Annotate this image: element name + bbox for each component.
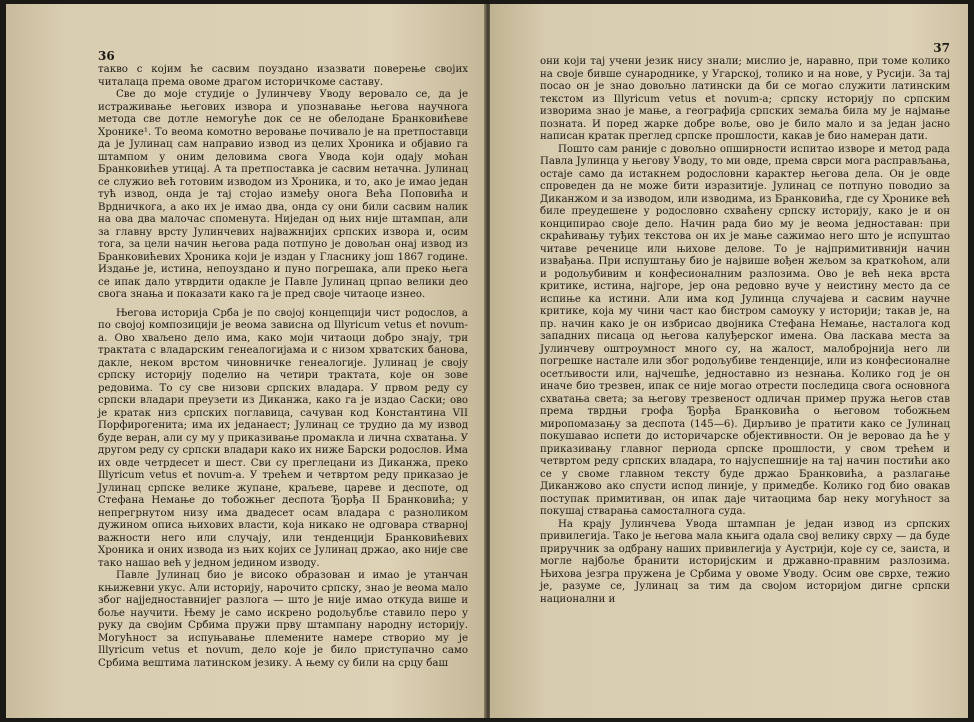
paragraph: Његова историја Срба је по својој концепцији чист родослов, а по својој композицији је веома зависна од Illyricum vetus et novum-а. Ово хваљено дело има, како моји читаоци добро знају, три трактата с владарским генеалогијама и с низом хрватских банова, дакле, неком врстом чиновничке генеалогије. Јулинац је своју српску историју поделио на четири трактата, које он зове редовима. То су све низови српских владара. У првом реду су српски владари преузети из Диканжа, како га је издао Саски; ово је кратак низ српских поглавица, сачуван код Константина VII Порфирогенита; има их једанаест; Јулинац се трудио да му извод буде веран, али су му у приказивање промакла и лична схватања. У другом реду су српски владари како их ниже Барски родослов. Има их овде четрдесет и шест. Сви су преглецани из Диканжа, преко Illyricum vetus et novum-а. У трећем и четвртом реду приказао је Јулинац српске велике жупане, краљеве, цареве и деспоте, од Стефана Немање до тобожњег деспота Ђорђа II Бранковића; у непрегрнутом низу има двадесет осам владара с разноликом дужином описа њихових власти, која никако не одговара стварној важности него или случају, или тенденцији Бранковићевих Хроника и оних извода из њих којих се Јулинац држао, ако није све тако нашао већ у једном једином изводу. [98, 307, 468, 569]
paragraph: такво с којим ће сасвим поуздано изазвати поверење својих читалаца према овоме драгом историчкоме саставу. [98, 64, 468, 88]
paragraph: Пошто сам раније с довољно опширности испитао изворе и метод рада Павла Јулинца у његову Уводу, то ми овде, према сврси мога расправљања, остаје само да истакнем родословни карактер његова дела. Он је овде спроведен да не може бити изразитије. Јулинац се потпуно поводио за Диканжом и за изводом, или изводима, из Бранковића, где су Хронике већ биле преудешене у родословно схваћену српску историју, како је и он конципирао своје дело. Начин рада био му је веома једноставан: при скраћивању туђих текстова он их је мање сажимао него што је испуштао читаве реченице или њихове делове. То је најпримитивнији начин извађања. При испуштању био је највише вођен жељом за краткоћом, али и родољубивим и конфесионалним разлозима. Ово је већ нека врста критике, истина, најгоре, јер она редовно вуче у неистину место да се испиње ка истини. Али има код Јулинца случајева и сасвим научне критике, која му чини част као бистром самоуку у историји; такав је, на пр. начин како је он избрисао двојника Стефана Немање, насталога код западних писаца од његова калуђерског имена. Ова ласкава места за Јулинчеву оштроумност много су, на жалост, малобројнија него ли погрешке настале или због родољубиве тенденције, или из конфесионалне осетљивости или, најчешће, једноставно из незнања. Колико год је он иначе био трезвен, ипак се није могао отрести последица свога основнога схватања света; за његову трезвеност одличан пример пружа његов став према тврдњи грофа Ђорђа Бранковића о његовом тобожњем миропомазању за деспота (145—6). Дирљиво је пратити како се Јулинац покушавао испети до историчарске објективности. Он је веровао да ће у приказивању главног периода српске прошлости, у свом трећем и четвртом реду српских владара, то најуспешније на тај начин постићи ако се у своме главном тексту буде држао Бранковића, а разлагање Диканжово ако спусти испод линије, у примедбе. Колико год био овакав поступак примитиван, он ипак даје читаоцима бар неку могућност за покушај стварања самосталнога суда. [540, 143, 950, 517]
page-number-right: 37 [933, 41, 950, 55]
left-page-text [98, 64, 468, 670]
left-page [6, 4, 486, 718]
paragraph: На крају Јулинчева Увода штампан је један извод из српских привилегија. Тако је његова мала књига одала свој велику сврху — да буде приручник за одбрану наших привилегија у Аустрији, које су се, заиста, и могле најбоље бранити историјским и државно-правним разлозима. Њихова језгра пружена је Србима у овоме Уводу. Осим ове сврхе, тежио је, разуме се, Јулинац за тим да својом историјом дигне српски национални и [540, 518, 950, 605]
right-page-text [540, 56, 950, 606]
paragraph: Све до моје студије о Јулинчеву Уводу веровало се, да је истраживање његових извора и упознавање његова научнога метода све дотле немогуће док се не обелодане Бранковићеве Хронике¹. То веома комотно веровање почивало је на претпоставци да је Јулинац сам направио извод из целих Хроника и објавио га штампом у оним деловима свога Увода који одају моћан Бранковићев утицај. А та претпоставка је сасвим нетачна. Јулинац се служио већ готовим изводом из Хроника, и то, ако је имао један тућ извод, онда је тај стојао између онога Већа Поповића и Врдничкога, а ако их је имао два, онда су они били сасвим налик на ова два малочас споменута. Ниједан од њих није штампан, али за главну врсту Јулинчевих најважнијих српских извора и, осим тога, за цели начин његова рада потпуно је довољан онај извод из Бранковићевих Хроника који је издан у Гласнику још 1867 године. Издање је, истина, непоуздано и пуно погрешака, али преко њега се ипак дало утврдити одакле је Павле Јулинац црпао велики део свога знања и показати како га је пред своје читаоце изнео. [98, 89, 468, 300]
paragraph: они који тај учени језик нису знали; мислио је, наравно, при томе колико на своје бивше сународнике, у Угарској, толико и на нове, у Русији. За тај посао он је знао довољно латински да би се могао служити латинским текстом из Illyricum vetus et novum-а; српску историју по српским изворима знао је мање, а географија српских земаља била му је најмање позната. И поред жарке добре воље, ово је било мало и за један јасно написан кратак преглед српске прошлости, какав је био намеран дати. [540, 56, 950, 142]
page-number-left: 36 [98, 49, 115, 63]
paragraph: Павле Јулинац био је високо образован и имао је утанчан књижевни укус. Али историју, нарочито српску, знао је веома мало због најједноставнијег разлога — што је није имао откуда више и боље научити. Њему је само искрено родољубље ставило перо у руку да својим Србима пружи прву штампану народну историју. Могућност за испуњавање племените намере створио му је Illyricum vetus et novum, дело које је било приступачно само Србима вештима латинском језику. А њему су били на срцу баш [98, 570, 468, 669]
right-page [490, 4, 968, 718]
book-spread [6, 4, 968, 718]
